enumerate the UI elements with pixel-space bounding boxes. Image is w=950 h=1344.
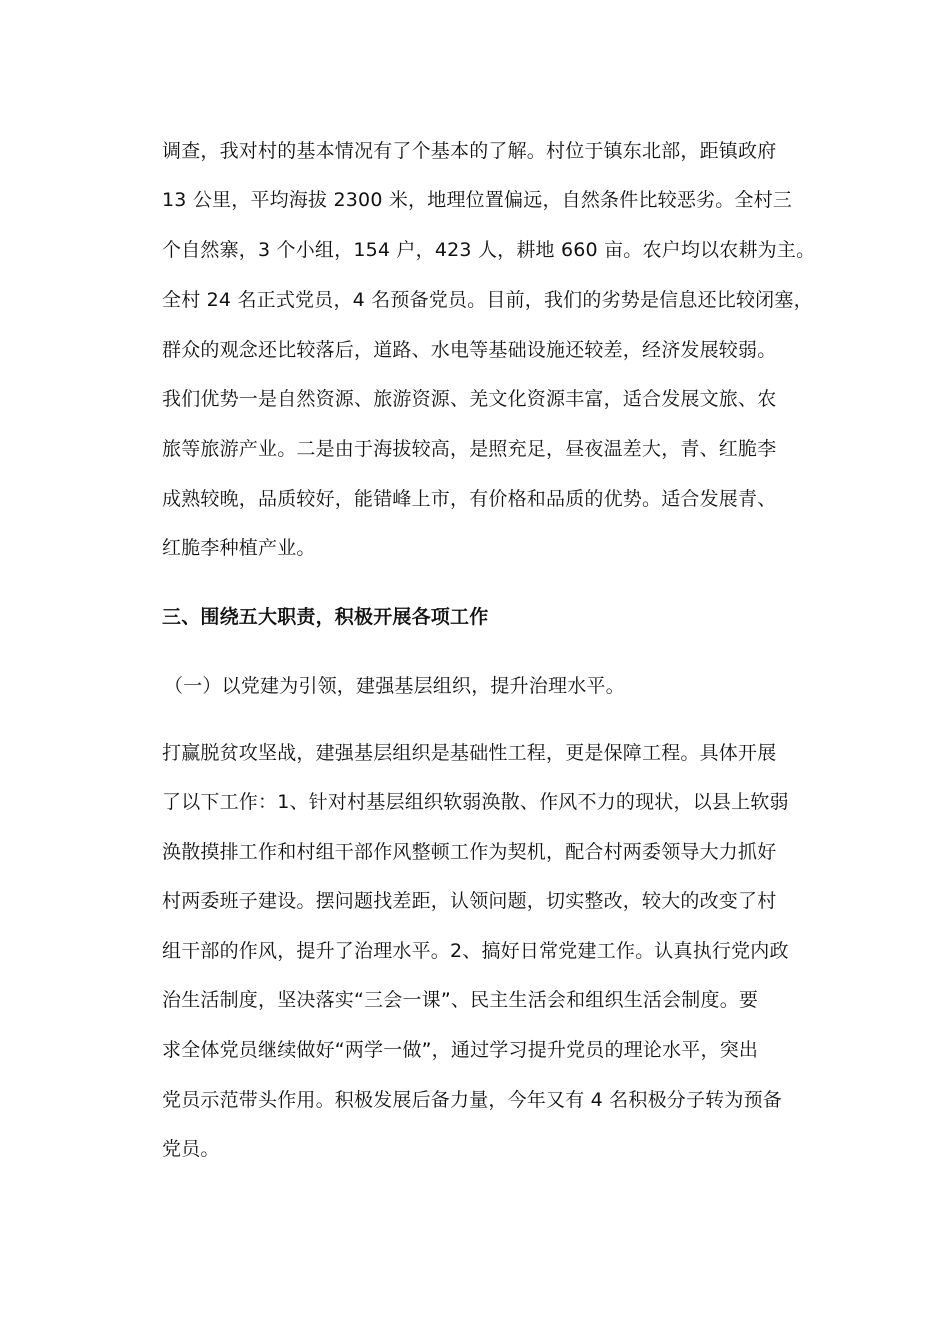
subsection-heading: （一）以党建为引领，建强基层组织，提升治理水平。 — [164, 675, 625, 697]
text-line: 了以下工作：1、针对村基层组织软弱涣散、作风不力的现状，以县上软弱 — [162, 791, 789, 813]
text-line: 治生活制度，坚决落实“三会一课”、民主生活会和组织生活会制度。要 — [162, 989, 759, 1011]
text-line: 我们优势一是自然资源、旅游资源、羌文化资源丰富，适合发展文旅、农 — [162, 388, 777, 410]
text-line: 红脆李种植产业。 — [162, 537, 316, 559]
text-line: 成熟较晚，品质较好，能错峰上市，有价格和品质的优势。适合发展青、 — [162, 488, 777, 510]
text-line: 涣散摸排工作和村组干部作风整顿工作为契机，配合村两委领导大力抓好 — [162, 841, 777, 863]
text-line: 全村 24 名正式党员，4 名预备党员。目前，我们的劣势是信息还比较闭塞， — [162, 289, 813, 311]
text-line: 党员。 — [162, 1138, 220, 1160]
text-line: 旅等旅游产业。二是由于海拔较高，是照充足，昼夜温差大，青、红脆李 — [162, 438, 777, 460]
text-line: 个自然寨，3 个小组，154 户，423 人，耕地 660 亩。农户均以农耕为主。 — [162, 239, 816, 261]
text-line: 组干部的作风，提升了治理水平。2、搞好日常党建工作。认真执行党内政 — [162, 940, 789, 962]
text-line: 党员示范带头作用。积极发展后备力量，今年又有 4 名积极分子转为预备 — [162, 1089, 782, 1111]
text-line: 村两委班子建设。摆问题找差距，认领问题，切实整改，较大的改变了村 — [162, 890, 777, 912]
text-line: 打赢脱贫攻坚战，建强基层组织是基础性工程，更是保障工程。具体开展 — [162, 742, 777, 764]
section-heading: 三、围绕五大职责，积极开展各项工作 — [162, 606, 489, 628]
text-line: 求全体党员继续做好“两学一做”，通过学习提升党员的理论水平，突出 — [162, 1039, 759, 1061]
text-line: 群众的观念还比较落后，道路、水电等基础设施还较差，经济发展较弱。 — [162, 339, 777, 361]
text-line: 13 公里，平均海拔 2300 米，地理位置偏远，自然条件比较恶劣。全村三 — [162, 189, 793, 211]
text-line: 调查，我对村的基本情况有了个基本的了解。村位于镇东北部，距镇政府 — [162, 140, 777, 162]
